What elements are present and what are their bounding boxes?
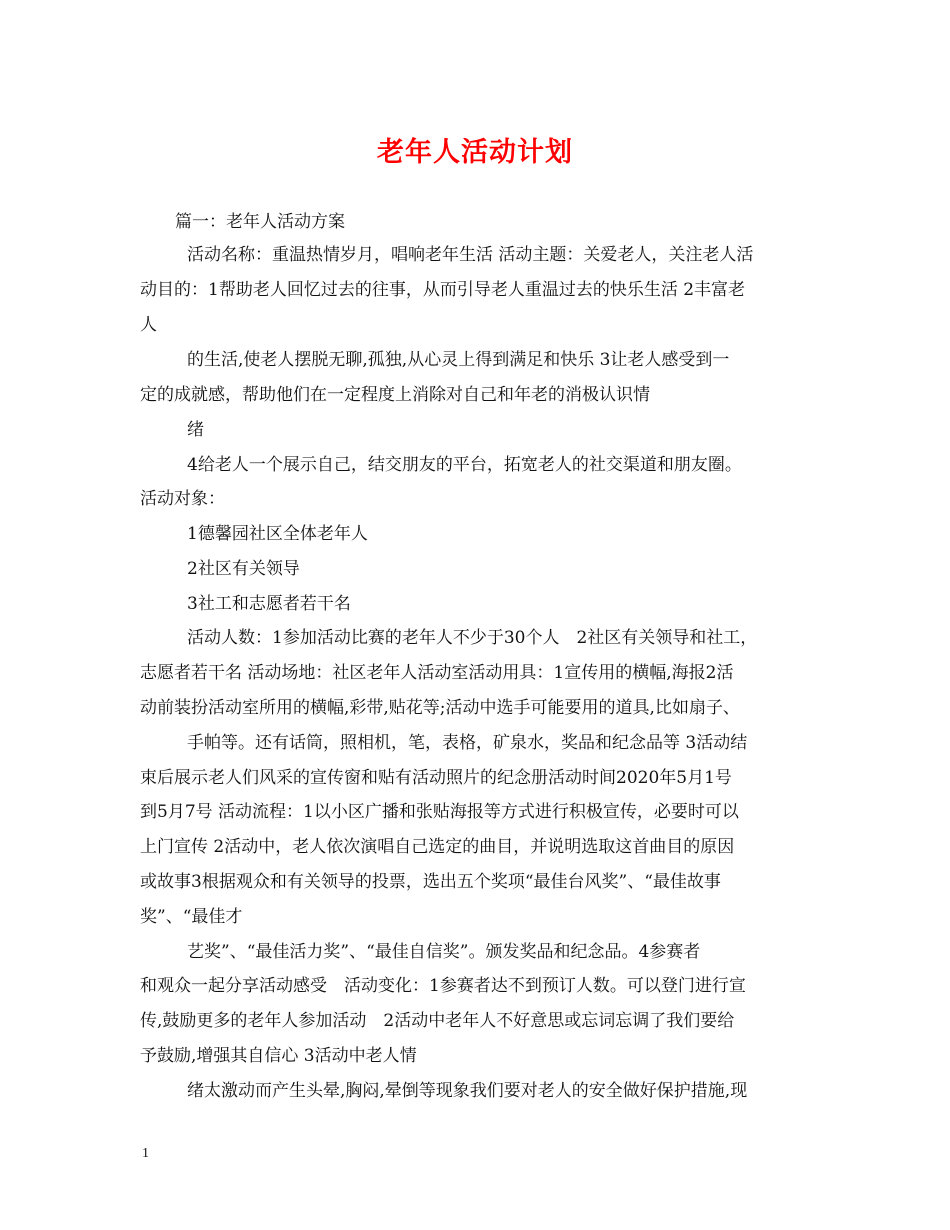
paragraph-line: 艺奖”、“最佳活力奖”、“最佳自信奖”。颁发奖品和纪念品。4参赛者 [187,942,701,962]
paragraph-line: 传,鼓励更多的老年人参加活动 2活动中老年人不好意思或忘词忘调了我们要给 [140,1011,735,1031]
list-item: 3社工和志愿者若干名 [187,594,351,614]
paragraph-line: 动前装扮活动室所用的横幅,彩带,贴花等;活动中选手可能要用的道具,比如扇子、 [140,698,740,718]
paragraph-line: 活动对象： [140,489,225,509]
paragraph-line: 4给老人一个展示自己，结交朋友的平台，拓宽老人的社交渠道和朋友圈。 [187,455,742,475]
paragraph-line: 奖”、“最佳才 [140,907,243,927]
paragraph-line: 束后展示老人们风采的宣传窗和贴有活动照片的纪念册活动时间2020年5月1号 [140,768,732,788]
paragraph-line: 绪 [187,420,204,440]
paragraph-line: 上门宣传 2活动中，老人依次演唱自己选定的曲目，并说明选取这首曲目的原因 [140,837,735,857]
paragraph-line: 绪太激动而产生头晕,胸闷,晕倒等现象我们要对老人的安全做好保护措施,现 [187,1081,748,1101]
paragraph-line: 或故事3根据观众和有关领导的投票，选出五个奖项“最佳台风奖”、“最佳故事 [140,872,721,892]
paragraph-line: 予鼓励,增强其自信心 3活动中老人情 [140,1046,417,1066]
paragraph-line: 人 [140,315,157,335]
paragraph-line: 和观众一起分享活动感受 活动变化：1参赛者达不到预订人数。可以登门进行宣 [140,976,746,996]
paragraph-line: 动目的：1帮助老人回忆过去的往事，从而引导老人重温过去的快乐生活 2丰富老 [140,280,746,300]
section-heading: 篇一：老年人活动方案 [175,212,345,232]
paragraph-line: 志愿者若干名 活动场地：社区老年人活动室活动用具：1宣传用的横幅,海报2活 [140,663,734,683]
paragraph-line: 到5月7号 活动流程：1以小区广播和张贴海报等方式进行积极宣传，必要时可以 [140,802,739,822]
paragraph-line: 的生活,使老人摆脱无聊,孤独,从心灵上得到满足和快乐 3让老人感受到一 [187,350,730,370]
paragraph-line: 定的成就感，帮助他们在一定程度上消除对自己和年老的消极认识情 [140,385,650,405]
list-item: 2社区有关领导 [187,559,300,579]
paragraph-line: 手帕等。还有话筒，照相机，笔，表格，矿泉水，奖品和纪念品等 3活动结 [187,733,748,753]
list-item: 1德馨园社区全体老年人 [187,524,368,544]
document-title: 老年人活动计划 [377,137,573,168]
page-number: 1 [142,1146,149,1161]
paragraph-line: 活动名称：重温热情岁月，唱响老年生活 活动主题：关爱老人，关注老人活 [187,245,754,265]
paragraph-line: 活动人数：1参加活动比赛的老年人不少于30个人 2社区有关领导和社工， [187,628,758,648]
